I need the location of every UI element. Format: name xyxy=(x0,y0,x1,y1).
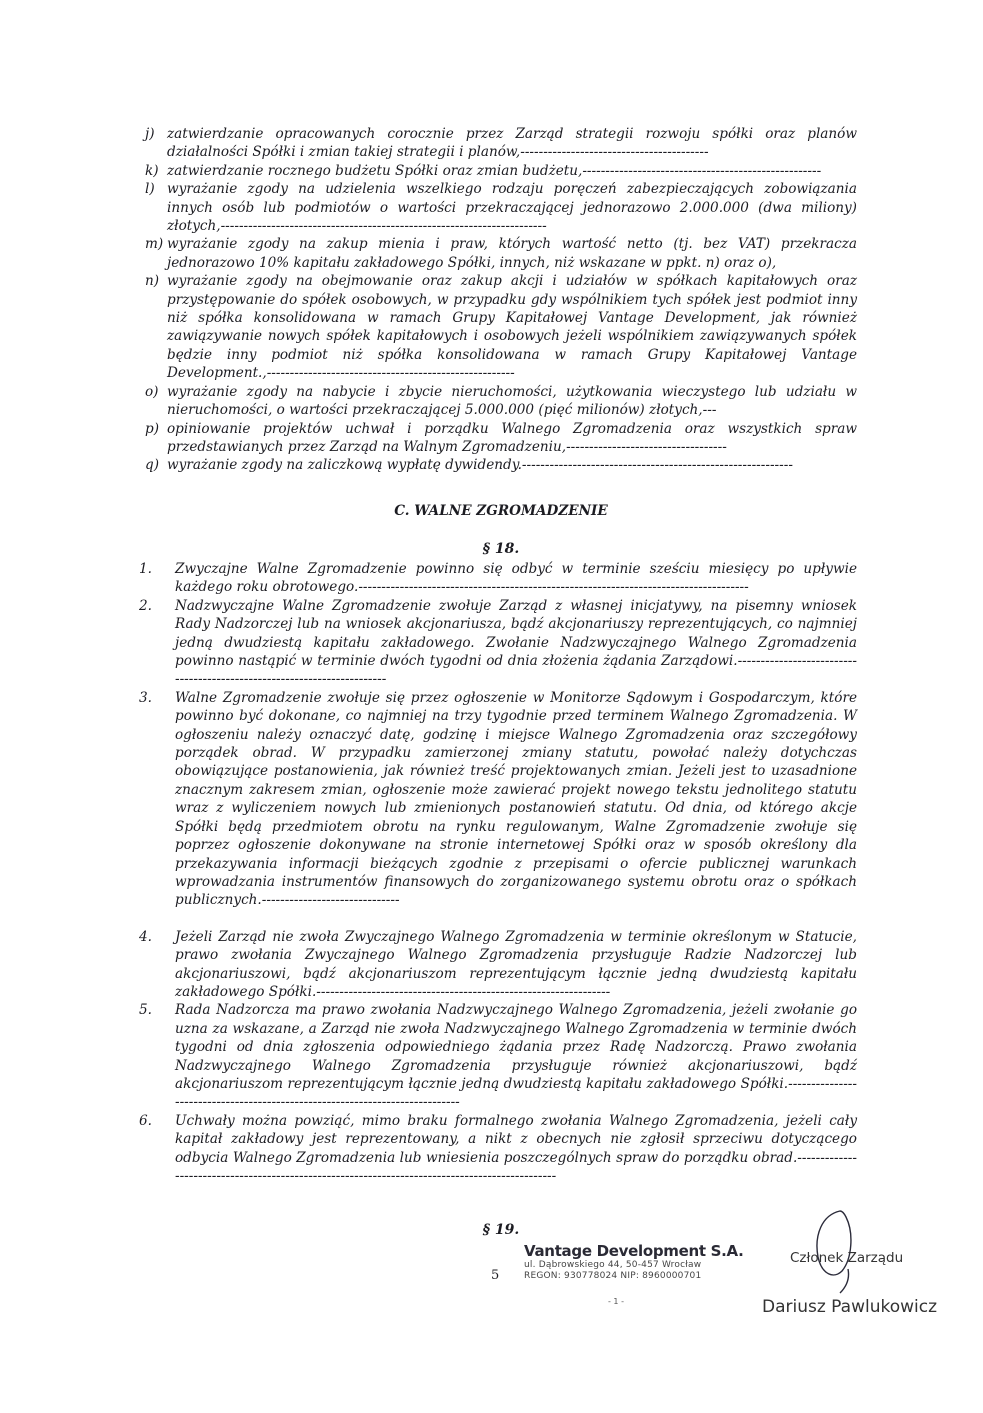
item-text: Jeżeli Zarząd nie zwoła Zwyczajnego Walnego Zgromadzenia w terminie określonym w Statucie, prawo zwołania Zwyczajnego Walnego Zgromadzenia przysługuje Radzie Nadzorczej lub akcjonariuszowi, bądź akcjonariuszom reprezentującym łącznie jedną dwudziestą kapitału zakładowego Spółki.---------------------------------------------------------------- xyxy=(175,928,857,1000)
list-marker: m) xyxy=(145,236,164,253)
list-text: opiniowanie projektów uchwał i porządku Walnego Zgromadzenia oraz wszystkich spraw przedstawianych przez Zarząd na Walnym Zgromadzeniu,----------------------------------- xyxy=(167,420,857,455)
numbered-block xyxy=(139,560,857,1185)
item-number: 4. xyxy=(139,928,152,945)
numbered-item-3 xyxy=(139,689,857,910)
company-stamp xyxy=(524,1242,764,1282)
list-marker: p) xyxy=(145,420,160,437)
item-number: 5. xyxy=(139,1002,152,1019)
item-number: 3. xyxy=(139,689,152,706)
numbered-item-4 xyxy=(139,928,857,1002)
list-text: wyrażanie zgody na zaliczkową wypłatę dywidendy.----------------------------------------------------------- xyxy=(167,457,793,474)
list-marker: k) xyxy=(145,162,159,179)
stamp-page-marker: - 1 - xyxy=(608,1297,624,1306)
list-marker: q) xyxy=(145,457,160,474)
page-number: 5 xyxy=(491,1268,500,1283)
item-text: Rada Nadzorcza ma prawo zwołania Nadzwyczajnego Walnego Zgromadzenia, jeżeli zwołanie go uzna za wskazane, a Zarząd nie zwoła Nadzwyczajnego Walnego Zgromadzenia w terminie dwóch tygodni od dnia zgłoszenia odpowiedniego żądania przez Radę Nadzorczą. Prawo zwołania Nadzwyczajnego Walnego Zgromadzenia przysługuje również akcjonariuszowi, bądź akcjonariuszom reprezentującym łącznie jedną dwudziestą kapitału zakładowego Spółki.----------------------------------------------------------------------------- xyxy=(175,1002,857,1111)
list-marker: j) xyxy=(145,126,155,142)
stamp-address: ul. Dąbrowskiego 44, 50-457 Wrocław xyxy=(524,1260,702,1270)
item-text: Nadzwyczajne Walne Zgromadzenie zwołuje Zarząd z własnej inicjatywy, na pisemny wniosek Rady Nadzorczej lub na wniosek akcjonariusza, bądź akcjonariuszy reprezentujących, co najmniej jedną dwudziestą kapitału zakładowego. Zwołanie Nadzwyczajnego Walnego Zgromadzenia powinno nastąpić w terminie dwóch tygodni od dnia złożenia żądania Zarządowi.------------------------------------------------------------------------ xyxy=(175,597,857,688)
list-item-m xyxy=(145,235,857,272)
numbered-item-2 xyxy=(139,597,857,689)
item-number: 2. xyxy=(139,597,152,614)
item-number: 6. xyxy=(139,1112,152,1129)
list-block xyxy=(145,125,857,475)
item-number: 1. xyxy=(139,561,152,577)
list-text: wyrażanie zgody na nabycie i zbycie nieruchomości, użytkowania wieczystego lub udziału w nieruchomości, o wartości przekraczającej 5.000.000 (pięć milionów) złotych,--- xyxy=(167,383,857,419)
list-text: wyrażanie zgody na udzielenia wszelkiego rodzaju poręczeń zabezpieczających zobowiązania innych osób lub podmiotów o wartości przekraczającej jednorazowo 2.000.000 (dwa miliony) złotych,----------------------------------------------------------------------- xyxy=(167,181,857,235)
stamp-company-name: Vantage Development S.A. xyxy=(524,1242,744,1260)
list-item-o xyxy=(145,383,857,420)
stamp-ids: REGON: 930778024 NIP: 8960000701 xyxy=(524,1271,702,1281)
list-text: wyrażanie zgody na obejmowanie oraz zakup akcji i udziałów w spółkach kapitałowych oraz przystępowanie do spółek osobowych, w przypadku gdy wspólnikiem tych spółek jest podmiot inny niż spółka konsolidowana w ramach Grupy Kapitałowej Vantage Development, jak również zawiązywanie nowych spółek kapitałowych i osobowych jeżeli wspólnikiem zawiązywanych spółek będzie inny podmiot niż spółka konsolidowana w ramach Grupy Kapitałowej Vantage Development.,------------------------------------------------------ xyxy=(167,273,857,382)
numbered-item-6 xyxy=(139,1112,857,1186)
numbered-item-1 xyxy=(139,560,857,597)
list-marker: o) xyxy=(145,383,159,400)
list-item-k xyxy=(145,162,857,180)
item-text: Zwyczajne Walne Zgromadzenie powinno się odbyć w terminie sześciu miesięcy po upływie każdego roku obrotowego.------------------------------------------------------------------------------------- xyxy=(175,561,857,596)
list-item-n xyxy=(145,272,857,382)
section-heading: C. WALNE ZGROMADZENIE xyxy=(394,503,608,519)
list-item-p xyxy=(145,420,857,457)
item-text: Walne Zgromadzenie zwołuje się przez ogłoszenie w Monitorze Sądowym i Gospodarczym, które powinno być dokonane, co najmniej na trzy tygodnie przed terminem Walnego Zgromadzenia. W ogłoszeniu należy oznaczyć datę, godzinę i miejsce Walnego Zgromadzenia oraz szczegółowy porządek obrad. W przypadku zamierzonej zmiany statutu, powołać należy dotychczas obowiązujące postanowienia, jak również treść projektowanych zmian. Jeżeli jest to uzasadnione znacznym zakresem zmian, ogłoszenie może zawierać projekt nowego tekstu jednolitego statutu wraz z wyliczeniem nowych lub zmienionych postanowień statutu. Od dnia, od którego akcje Spółki będą przedmiotem obrotu na rynku regulowanym, Walne Zgromadzenie zwołuje się poprzez ogłoszenie dokonywane na stronie internetowej Spółki oraz w sposób określony dla przekazywania informacji bieżących zgodnie z przepisami o ofercie publicznej warunkach wprowadzania instrumentów finansowych do zorganizowanego systemu obrotu oraz o spółkach publicznych.------------------------------ xyxy=(175,689,857,909)
list-text: zatwierdzanie rocznego budżetu Spółki oraz zmian budżetu,---------------------------------------------------- xyxy=(167,162,822,179)
list-item-l xyxy=(145,180,857,235)
signature-name: Dariusz Pawlukowicz xyxy=(762,1297,938,1317)
paragraph-19-title: § 19. xyxy=(482,1222,520,1238)
list-item-j xyxy=(145,125,857,162)
signature-title: Członek Zarządu xyxy=(790,1250,904,1266)
list-marker: n) xyxy=(145,273,160,290)
list-item-q xyxy=(145,456,857,474)
numbered-item-5 xyxy=(139,1001,857,1111)
item-text: Uchwały można powziąć, mimo braku formalnego zwołania Walnego Zgromadzenia, jeżeli cały kapitał zakładowy jest reprezentowany, a nikt z obecnych nie zgłosił sprzeciwu dotyczącego odbycia Walnego Zgromadzenia lub wniesienia poszczególnych spraw do porządku obrad.------------------------------------------------------------------------------------------------ xyxy=(175,1112,857,1184)
list-text: zatwierdzanie opracowanych corocznie przez Zarząd strategii rozwoju spółki oraz planów działalności Spółki i zmian takiej strategii i planów,----------------------------------------- xyxy=(167,126,857,161)
paragraph-18-title: § 18. xyxy=(482,541,520,557)
list-marker: l) xyxy=(145,181,155,198)
list-text: wyrażanie zgody na zakup mienia i praw, których wartość netto (tj. bez VAT) przekracza jednorazowo 10% kapitału zakładowego Spółki, innych, niż wskazane w ppkt. n) oraz o), xyxy=(167,236,857,271)
